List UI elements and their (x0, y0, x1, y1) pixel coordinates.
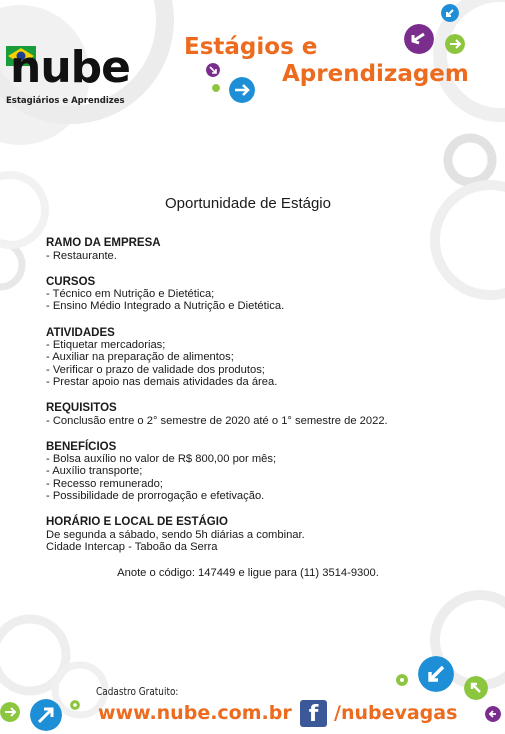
section-line: - Ensino Médio Integrado a Nutrição e Dietética. (46, 300, 285, 313)
arrow-down-left-icon (418, 656, 454, 692)
dot-icon (70, 700, 80, 710)
section-line: - Conclusão entre o 2° semestre de 2020 até o 1° semestre de 2022. (46, 414, 388, 427)
arrow-up-right-icon (206, 63, 220, 77)
section-atividades (46, 327, 466, 388)
section-line: - Técnico em Nutrição e Dietética; (46, 288, 215, 301)
facebook-handle-link[interactable]: /nubevagas (334, 702, 458, 724)
arrow-up-left-icon (464, 676, 488, 700)
section-line: - Verificar o prazo de validade dos produtos; (46, 363, 265, 376)
section-line: Cidade Intercap - Taboão da Serra (46, 540, 218, 553)
section-line: De segunda a sábado, sendo 5h diárias a combinar. (46, 528, 305, 541)
dot-icon (212, 84, 220, 92)
header-title-line2: Aprendizagem (282, 61, 469, 87)
section-line: - Restaurante. (46, 249, 117, 262)
arrow-right-icon (445, 34, 465, 54)
section-title: ATIVIDADES (46, 326, 115, 339)
website-link[interactable]: www.nube.com.br (98, 702, 292, 724)
nube-logo[interactable] (4, 44, 144, 114)
dot-icon (396, 674, 408, 686)
section-line: - Auxiliar na preparação de alimentos; (46, 351, 234, 364)
arrow-left-icon (485, 706, 501, 722)
header-title-line1: Estágios e (184, 34, 318, 60)
section-title: REQUISITOS (46, 402, 117, 415)
section-line: - Etiquetar mercadorias; (46, 339, 166, 352)
section-ramo-da-empresa (46, 237, 466, 262)
section-horario-local (46, 516, 466, 553)
contact-info: Anote o código: 147449 e ligue para (11) 3514-9300. (117, 567, 379, 580)
footer (0, 650, 505, 734)
job-content (46, 195, 466, 580)
arrow-right-blue-icon (229, 77, 255, 103)
section-line: - Prestar apoio nas demais atividades da área. (46, 375, 278, 388)
section-title: CURSOS (46, 275, 96, 288)
section-line: - Recesso remunerado; (46, 477, 163, 490)
section-title: HORÁRIO E LOCAL DE ESTÁGIO (46, 516, 228, 529)
arrow-up-right-icon (30, 699, 62, 731)
section-line: - Possibilidade de prorrogação e efetivação. (46, 490, 265, 503)
header (0, 0, 505, 150)
section-line: - Bolsa auxílio no valor de R$ 800,00 por mês; (46, 453, 277, 466)
arrow-right-green-icon (0, 702, 20, 722)
section-line: - Auxílio transporte; (46, 465, 143, 478)
page-title: Oportunidade de Estágio (165, 195, 331, 212)
facebook-icon[interactable]: f (300, 700, 327, 727)
section-cursos (46, 276, 466, 313)
logo-text: nube (10, 42, 130, 93)
arrow-left-icon (404, 24, 434, 54)
arrow-down-left-icon (441, 4, 459, 22)
section-title: BENEFÍCIOS (46, 440, 117, 453)
section-requisitos (46, 402, 466, 427)
cadastro-label: Cadastro Gratuito: (96, 686, 179, 698)
section-beneficios (46, 441, 466, 502)
logo-subtitle: Estagiários e Aprendizes (6, 96, 125, 106)
section-title: RAMO DA EMPRESA (46, 237, 161, 250)
